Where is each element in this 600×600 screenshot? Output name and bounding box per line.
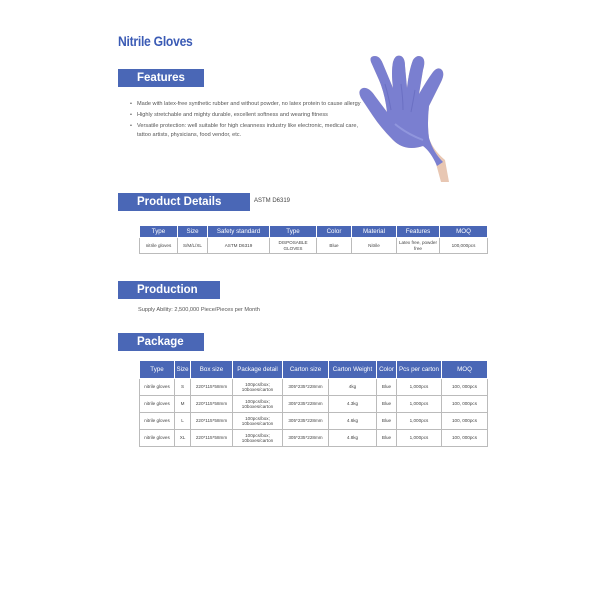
table-cell: 1,000pcs bbox=[397, 396, 442, 413]
table-cell: 100pcs/box; 10boxes/carton bbox=[233, 379, 283, 396]
product-details-heading: Product Details bbox=[118, 193, 250, 211]
column-header: Size bbox=[175, 361, 191, 379]
column-header: Pcs per carton bbox=[397, 361, 442, 379]
table-cell: 100,000pcs bbox=[440, 238, 488, 254]
column-header: Features bbox=[397, 226, 440, 238]
package-table bbox=[139, 360, 488, 447]
features-list bbox=[130, 100, 362, 142]
table-cell: 100pcs/box; 10boxes/carton bbox=[233, 413, 283, 430]
feature-item: • Made with latex-free synthetic rubber and without powder, no latex protein to cause allergy bbox=[130, 100, 362, 109]
table-cell: S bbox=[175, 379, 191, 396]
table-cell: 100, 000pcs bbox=[442, 413, 488, 430]
column-header: Carton Weight bbox=[329, 361, 377, 379]
table-row bbox=[140, 379, 488, 396]
table-cell: Blue bbox=[377, 430, 397, 447]
column-header: Carton size bbox=[283, 361, 329, 379]
feature-item: • Highly stretchable and mighty durable, excellent softness and wearing fitness bbox=[130, 111, 362, 120]
feature-item: • Versatile protection: well suitable for high cleanness industry like electronic, medical care, tattoo artists, physicians, food vendor, etc. bbox=[130, 122, 362, 140]
table-cell: M bbox=[175, 396, 191, 413]
column-header: Type bbox=[140, 226, 178, 238]
column-header: Safety standard bbox=[208, 226, 270, 238]
table-cell: nitrile gloves bbox=[140, 413, 175, 430]
table-cell: 305*235*228mm bbox=[283, 396, 329, 413]
column-header: Material bbox=[352, 226, 397, 238]
table-cell: DISPOSABLE GLOVES bbox=[270, 238, 317, 254]
table-cell: 220*115*58mm bbox=[191, 413, 233, 430]
column-header: Color bbox=[377, 361, 397, 379]
table-cell: ASTM D6319 bbox=[208, 238, 270, 254]
table-cell: L bbox=[175, 413, 191, 430]
column-header: Size bbox=[178, 226, 208, 238]
column-header: MOQ bbox=[440, 226, 488, 238]
table-cell: nitrile gloves bbox=[140, 430, 175, 447]
product-details-table bbox=[139, 225, 488, 254]
table-cell: 305*235*228mm bbox=[283, 430, 329, 447]
table-cell: 100pcs/box; 10boxes/carton bbox=[233, 430, 283, 447]
table-header-row bbox=[140, 361, 488, 379]
table-cell: 4.8kg bbox=[329, 430, 377, 447]
table-cell: 305*235*228mm bbox=[283, 413, 329, 430]
table-cell: Blue bbox=[317, 238, 352, 254]
table-cell: 220*115*58mm bbox=[191, 379, 233, 396]
table-row bbox=[140, 238, 488, 254]
standard-note: ASTM D6319 bbox=[254, 198, 291, 204]
table-row bbox=[140, 413, 488, 430]
table-cell: 100, 000pcs bbox=[442, 396, 488, 413]
column-header: Type bbox=[270, 226, 317, 238]
column-header: Box size bbox=[191, 361, 233, 379]
table-cell: 100pcs/box; 10boxes/carton bbox=[233, 396, 283, 413]
table-cell: 220*115*58mm bbox=[191, 430, 233, 447]
table-cell: 1,000pcs bbox=[397, 430, 442, 447]
page-title: Nitrile Gloves bbox=[118, 34, 193, 49]
table-cell: 220*115*58mm bbox=[191, 396, 233, 413]
table-cell: Blue bbox=[377, 413, 397, 430]
table-cell: XL bbox=[175, 430, 191, 447]
column-header: Color bbox=[317, 226, 352, 238]
features-heading: Features bbox=[118, 69, 204, 87]
package-heading: Package bbox=[118, 333, 204, 351]
table-cell: 1,000pcs bbox=[397, 413, 442, 430]
table-cell: 100, 000pcs bbox=[442, 379, 488, 396]
production-heading: Production bbox=[118, 281, 220, 299]
table-cell: 4.6kg bbox=[329, 413, 377, 430]
table-cell: 100, 000pcs bbox=[442, 430, 488, 447]
supply-ability-text: Supply Ability: 2,500,000 Piece/Pieces per Month bbox=[138, 307, 260, 313]
table-cell: nitrile gloves bbox=[140, 238, 178, 254]
table-cell: 305*235*228mm bbox=[283, 379, 329, 396]
table-row bbox=[140, 430, 488, 447]
table-cell: 4kg bbox=[329, 379, 377, 396]
table-cell: nitrile gloves bbox=[140, 396, 175, 413]
table-cell: nitrile gloves bbox=[140, 379, 175, 396]
nitrile-glove-photo bbox=[345, 54, 477, 182]
column-header: Type bbox=[140, 361, 175, 379]
table-cell: 1,000pcs bbox=[397, 379, 442, 396]
column-header: MOQ bbox=[442, 361, 488, 379]
table-cell: Nitrile bbox=[352, 238, 397, 254]
table-cell: Blue bbox=[377, 396, 397, 413]
table-cell: S/M/L/XL bbox=[178, 238, 208, 254]
column-header: Package detail bbox=[233, 361, 283, 379]
table-header-row bbox=[140, 226, 488, 238]
table-cell: Latex free, powder free bbox=[397, 238, 440, 254]
table-cell: 4.3kg bbox=[329, 396, 377, 413]
table-row bbox=[140, 396, 488, 413]
table-cell: Blue bbox=[377, 379, 397, 396]
